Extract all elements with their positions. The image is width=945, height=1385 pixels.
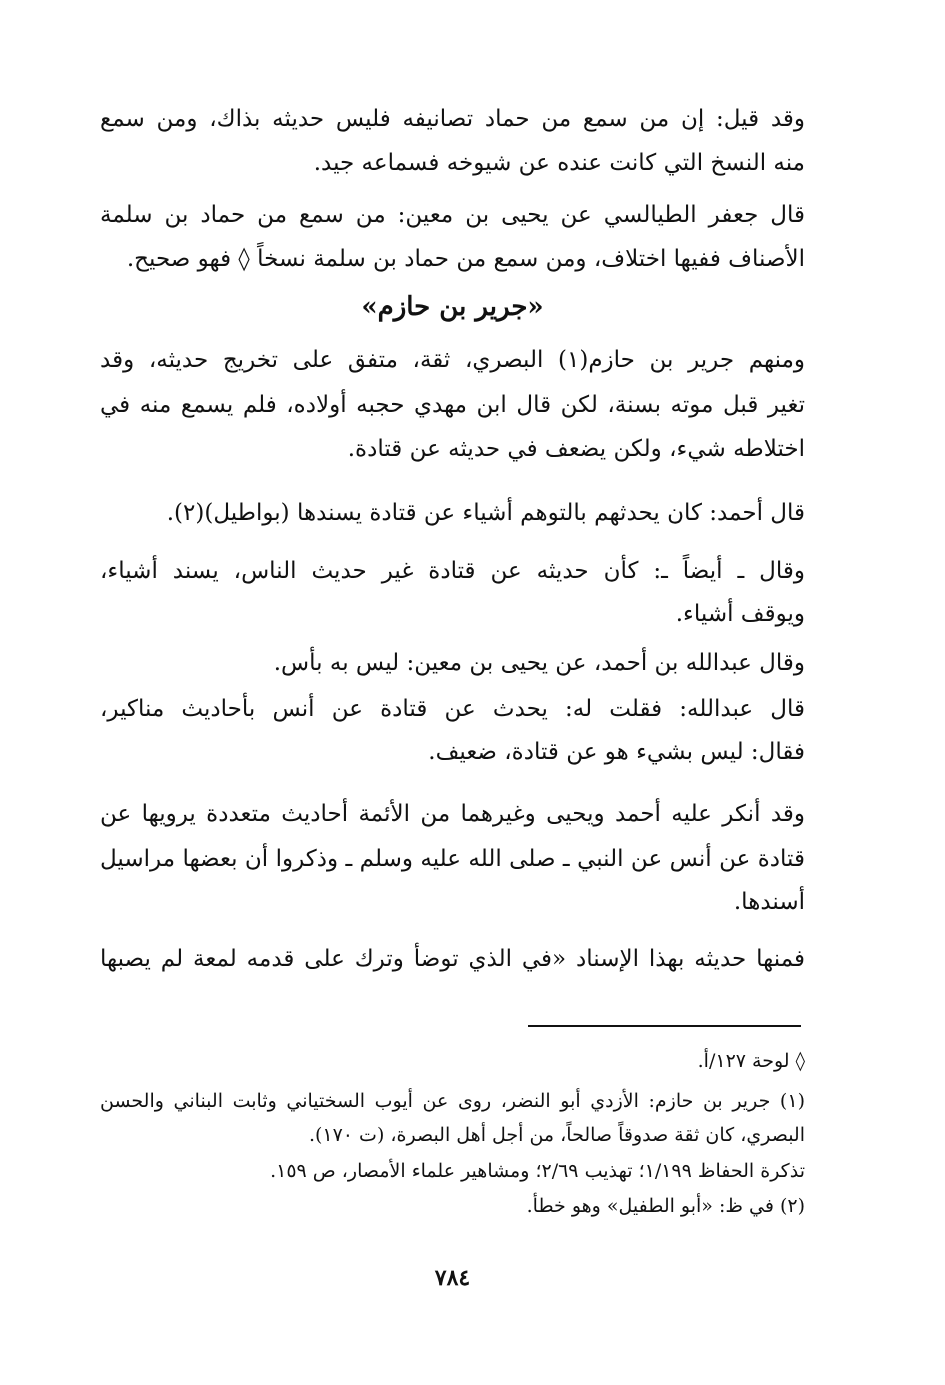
body-line-12: قال عبدالله: فقلت له: يحدث عن قتادة عن أنس بأحاديث مناكير، [100,696,805,722]
body-line-4: الأصناف ففيها اختلاف، ومن سمع من حماد بن سلمة نسخاً ◊ فهو صحيح. [126,246,805,272]
body-line-1: وقد قيل: إن من سمع من حماد تصانيفه فليس حديثه بذاك، ومن سمع [100,106,805,132]
footnote-line-5: (٢) في ظ: «أبو الطفيل» وهو خطأ. [526,1195,805,1217]
body-line-7: اختلاطه شيء، ولكن يضعف في حديثه عن قتادة. [347,436,805,462]
body-line-14: وقد أنكر عليه أحمد ويحيى وغيرهما من الأئمة أحاديث متعددة يرويها عن [100,801,805,827]
body-line-17: فمنها حديثه بهذا الإسناد «في الذي توضأ وترك على قدمه لمعة لم يصبها [100,946,805,972]
body-line-8: قال أحمد: كان يحدثهم بالتوهم أشياء عن قتادة يسندها (بواطيل)(٢). [166,500,805,526]
body-line-9: وقال ـ أيضاً ـ: كأن حديثه عن قتادة غير حديث الناس، يسند أشياء، [100,558,805,584]
footnote-line-1: ◊ لوحة ١٢٧/أ. [697,1050,805,1072]
section-heading: «جرير بن حازم» [361,292,544,322]
body-line-16: أسندها. [733,889,805,915]
body-line-2: منه النسخ التي كانت عنده عن شيوخه فسماعه جيد. [313,150,805,176]
footnote-line-3: البصري، كان ثقة صدوقاً صالحاً، من أجل أهل البصرة، (ت ١٧٠). [308,1124,805,1146]
body-line-5: ومنهم جرير بن حازم(١) البصري، ثقة، متفق على تخريج حديثه، وقد [100,347,805,373]
body-line-6: تغير قبل موته بسنة، لكن قال ابن مهدي حجبه أولاده، فلم يسمع منه في [100,392,805,418]
body-line-15: قتادة عن أنس عن النبي ـ صلى الله عليه وسلم ـ وذكروا أن بعضها مراسيل [100,846,805,872]
body-line-3: قال جعفر الطيالسي عن يحيى بن معين: من سمع من حماد بن سلمة [100,202,805,228]
body-line-13: فقال: ليس بشيء هو عن قتادة، ضعيف. [428,739,805,765]
body-line-11: وقال عبدالله بن أحمد، عن يحيى بن معين: ليس به بأس. [273,650,805,676]
footnote-line-2: (١) جرير بن حازم: الأزدي أبو النضر، روى عن أيوب السختياني وثابت البناني والحسن [100,1090,805,1112]
footnote-line-4: تذكرة الحفاظ ١/١٩٩؛ تهذيب ٢/٦٩؛ ومشاهير علماء الأمصار، ص ١٥٩. [270,1160,805,1182]
footnote-separator [528,1025,801,1027]
body-line-10: ويوقف أشياء. [675,601,805,627]
page-number: ٧٨٤ [434,1265,471,1291]
